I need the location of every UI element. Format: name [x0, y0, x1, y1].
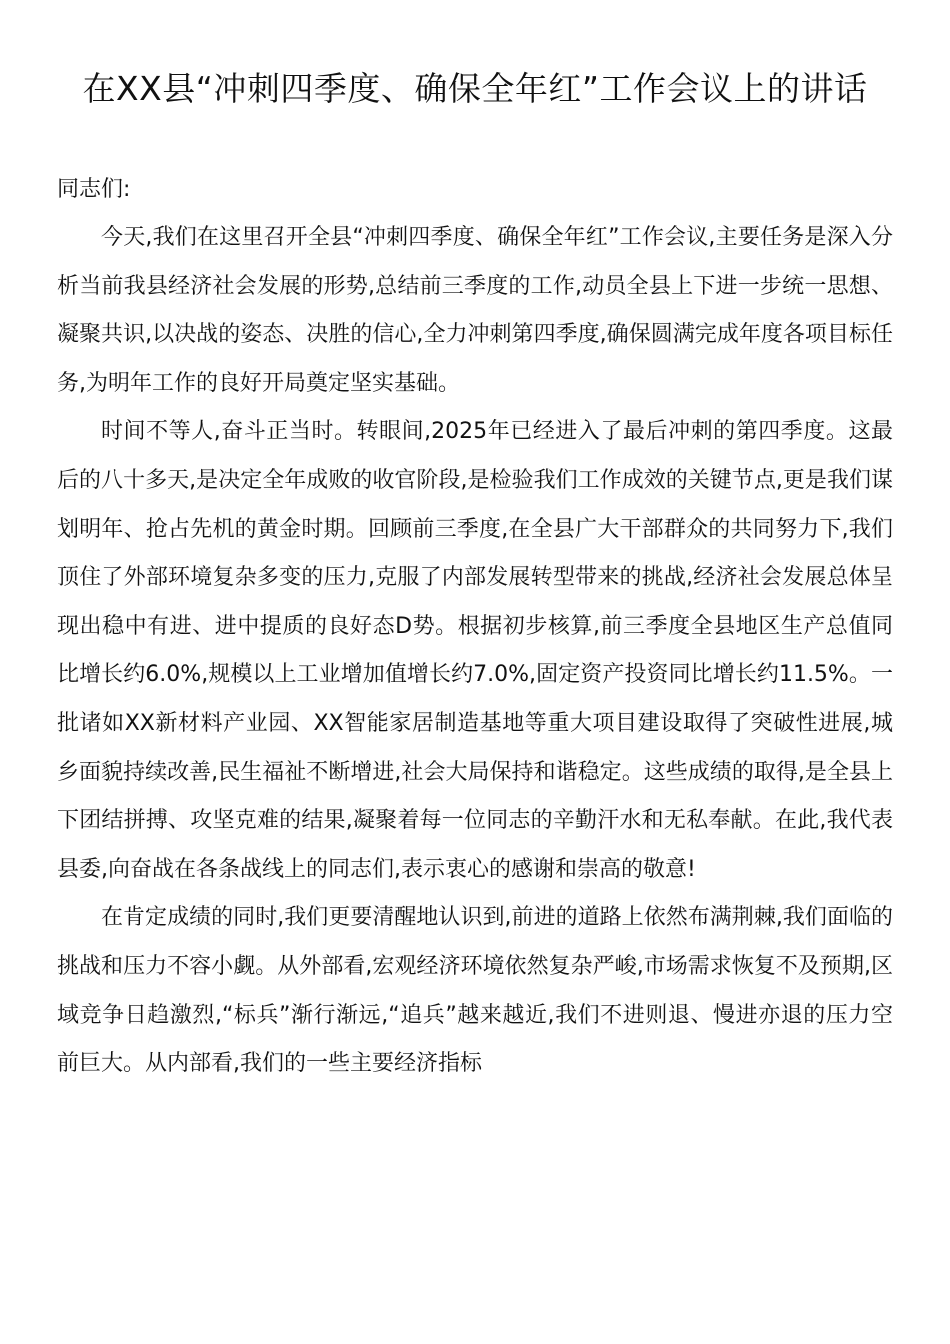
- paragraph-challenges: 在肯定成绩的同时,我们更要清醒地认识到,前进的道路上依然布满荆棘,我们面临的挑战和压力不容小觑。从外部看,宏观经济环境依然复杂严峻,市场需求恢复不及预期,区域竞争日趋激烈,“标兵”渐行渐远,“追兵”越来越近,我们不进则退、慢进亦退的压力空前巨大。从内部看,我们的一些主要经济指标: [57, 905, 893, 1077]
- document-page: [57, 62, 893, 1089]
- paragraph-review: 时间不等人,奋斗正当时。转眼间,2025年已经进入了最后冲刺的第四季度。这最后的八十多天,是决定全年成败的收官阶段,是检验我们工作成效的关键节点,更是我们谋划明年、抢占先机的黄金时期。回顾前三季度,在全县广大干部群众的共同努力下,我们顶住了外部环境复杂多变的压力,克服了内部发展转型带来的挑战,经济社会发展总体呈现出稳中有进、进中提质的良好态D势。根据初步核算,前三季度全县地区生产总值同比增长约6.0%,规模以上工业增加值增长约7.0%,固定资产投资同比增长约11.5%。一批诸如XX新材料产业园、XX智能家居制造基地等重大项目建设取得了突破性进展,城乡面貌持续改善,民生福祉不断增进,社会大局保持和谐稳定。这些成绩的取得,是全县上下团结拼搏、攻坚克难的结果,凝聚着每一位同志的辛勤汗水和无私奉献。在此,我代表县委,向奋战在各条战线上的同志们,表示衷心的感谢和崇高的敬意!: [57, 419, 893, 882]
- salutation: 同志们:: [57, 177, 131, 202]
- document-title: 在XX县“冲刺四季度、确保全年红”工作会议上的讲话: [82, 69, 868, 108]
- paragraph-opening: 今天,我们在这里召开全县“冲刺四季度、确保全年红”工作会议,主要任务是深入分析当前我县经济社会发展的形势,总结前三季度的工作,动员全县上下进一步统一思想、凝聚共识,以决战的姿态、决胜的信心,全力冲刺第四季度,确保圆满完成年度各项目标任务,为明年工作的良好开局奠定坚实基础。: [57, 225, 893, 396]
